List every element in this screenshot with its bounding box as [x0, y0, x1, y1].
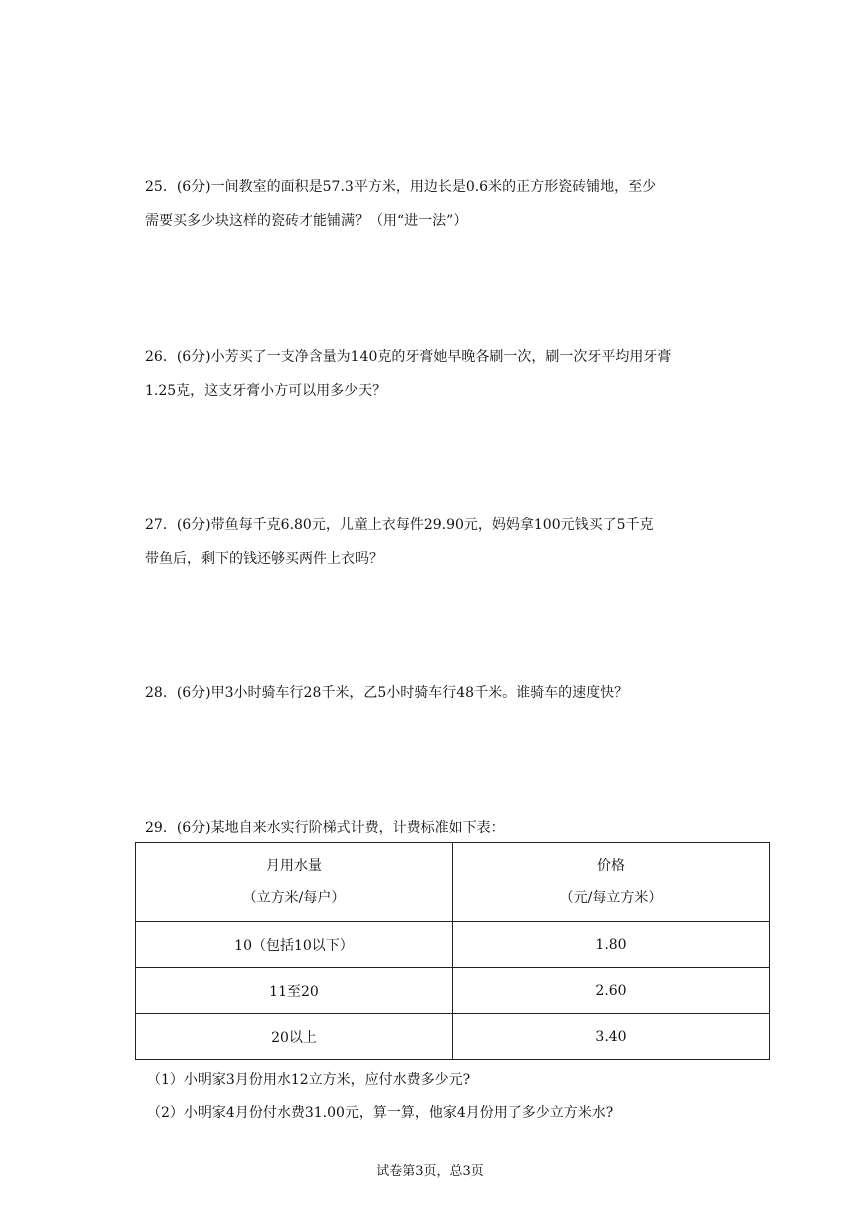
price-cell: 3.40 — [453, 1014, 770, 1060]
question-29-line-1: 29．(6分)某地自来水实行阶梯式计费，计费标准如下表： — [145, 820, 505, 836]
price-cell: 2.60 — [453, 968, 770, 1014]
header-usage-line-2: （立方米/每户） — [242, 890, 346, 906]
table-row — [136, 1014, 770, 1060]
question-27-line-1: 27．(6分)带鱼每千克6.80元，儿童上衣每件29.90元，妈妈拿100元钱买了5千克 — [145, 517, 654, 533]
header-price — [453, 843, 770, 922]
question-26-line-2: 1.25克，这支牙膏小方可以用多少天？ — [145, 383, 387, 399]
usage-cell: 10（包括10以下） — [136, 922, 453, 968]
usage-cell: 11至20 — [136, 968, 453, 1014]
usage-cell: 20以上 — [136, 1014, 453, 1060]
question-25-line-2: 需要买多少块这样的瓷砖才能铺满？（用“进一法”） — [145, 213, 468, 229]
subquestion-1: （1）小明家3月份用水12立方米，应付水费多少元? — [147, 1072, 471, 1088]
header-usage — [136, 843, 453, 922]
table-row — [136, 968, 770, 1014]
table-row — [136, 922, 770, 968]
table-header-row — [136, 843, 770, 922]
water-fee-table — [135, 842, 770, 1060]
question-27-line-2: 带鱼后，剩下的钱还够买两件上衣吗？ — [145, 551, 383, 567]
header-usage-line-1: 月用水量 — [266, 858, 322, 874]
price-cell: 1.80 — [453, 922, 770, 968]
question-28-line-1: 28．(6分)甲3小时骑车行28千米，乙5小时骑车行48千米。谁骑车的速度快？ — [145, 685, 629, 701]
header-price-line-1: 价格 — [597, 858, 625, 874]
subquestion-2: （2）小明家4月份付水费31.00元，算一算，他家4月份用了多少立方米水? — [147, 1105, 614, 1121]
question-25-line-1: 25．(6分)一间教室的面积是57.3平方米，用边长是0.6米的正方形瓷砖铺地，至少 — [145, 179, 657, 195]
page-footer: 试卷第3页，总3页 — [376, 1164, 484, 1179]
header-price-line-2: （元/每立方米） — [559, 890, 663, 906]
question-26-line-1: 26．(6分)小芳买了一支净含量为140克的牙膏她早晚各刷一次，刷一次牙平均用牙膏 — [145, 349, 672, 365]
